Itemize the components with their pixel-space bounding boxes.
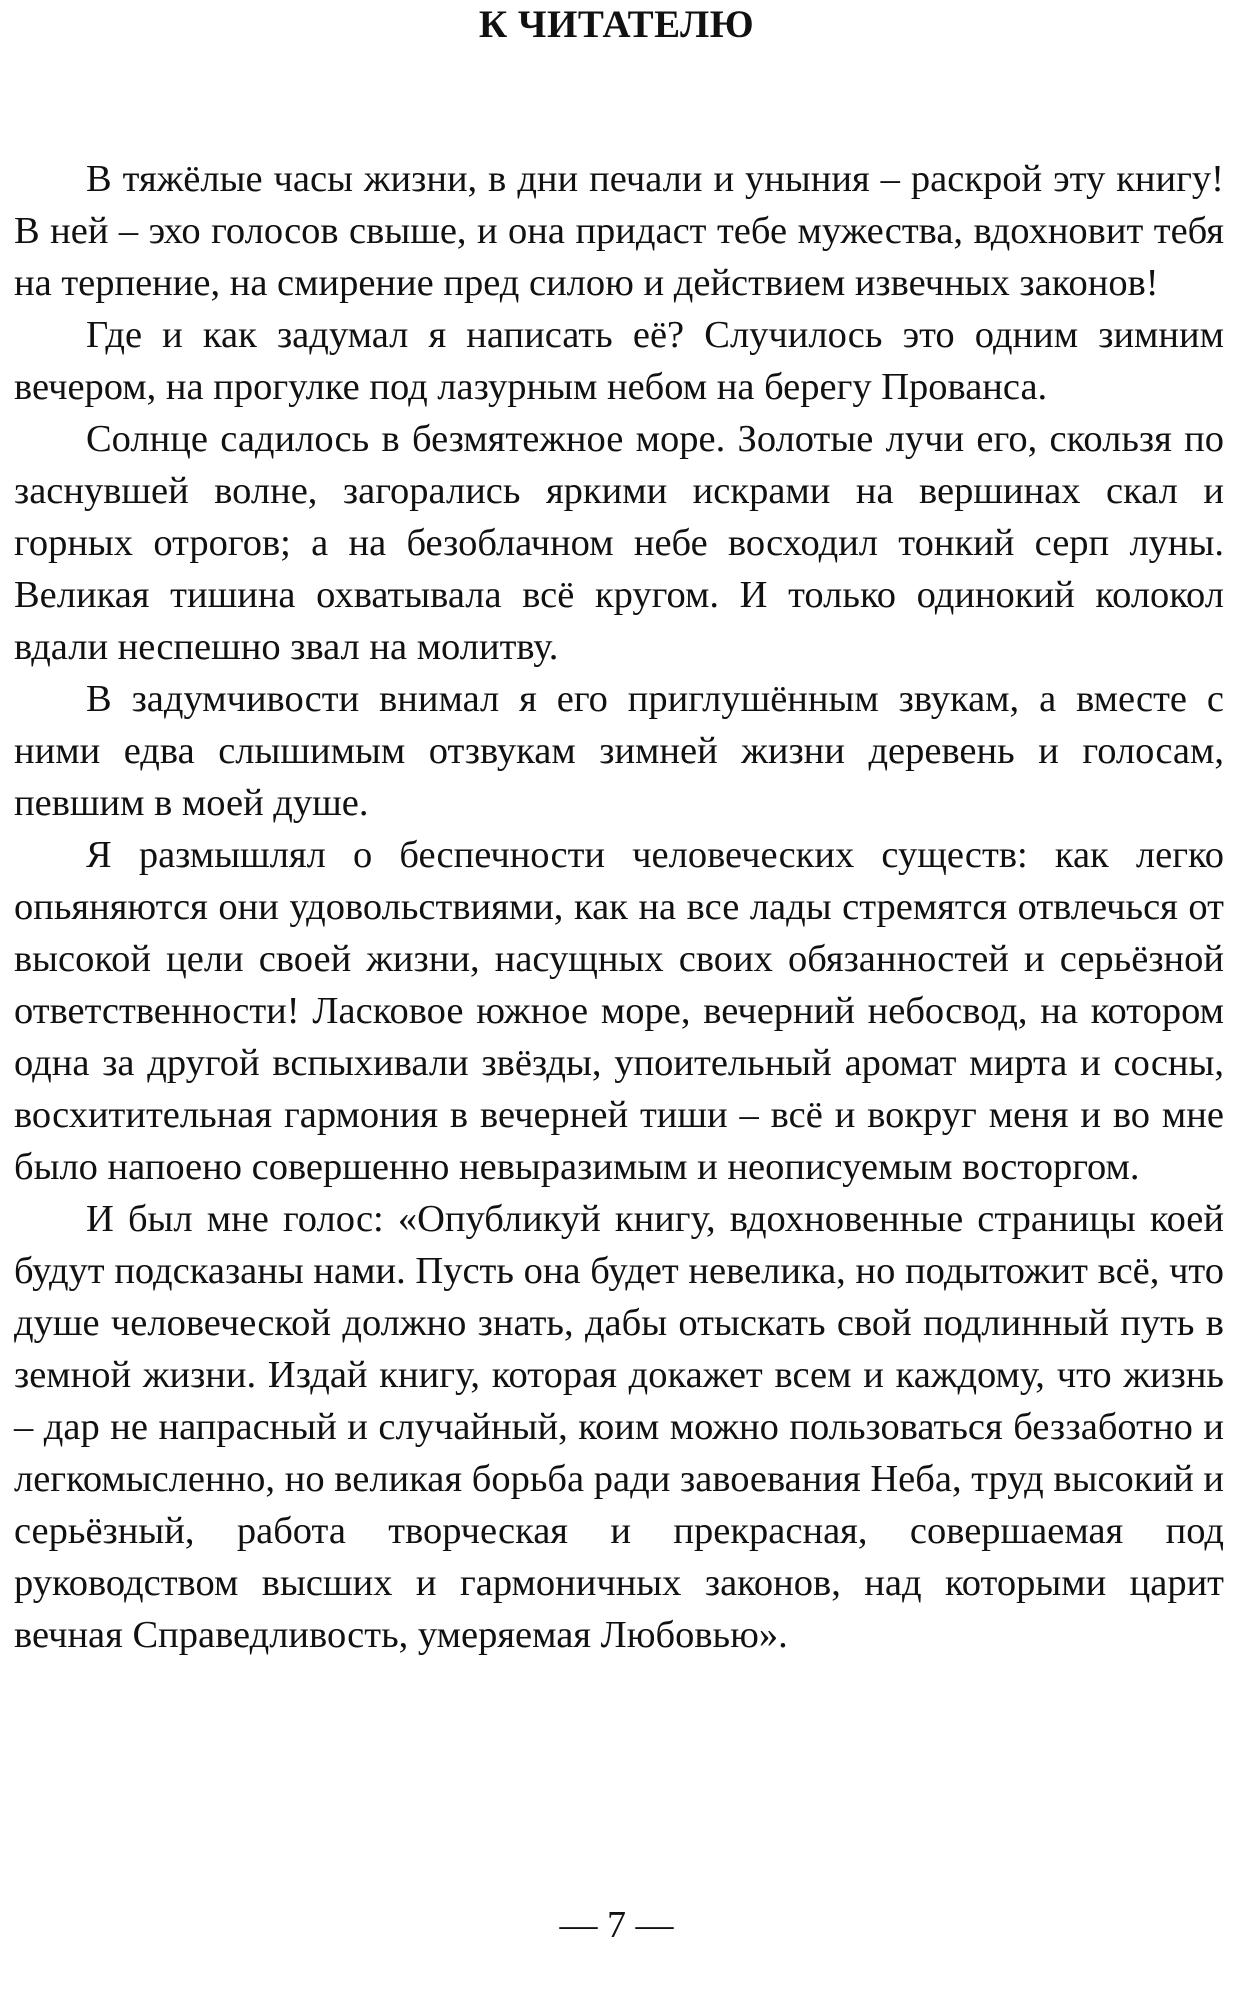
page-number: — 7 —: [559, 1904, 674, 1946]
paragraph-2: Где и как задумал я написать её? Случилось это одним зимним вечером, на прогулке под лазурным небом на берегу Прованса.: [14, 314, 1224, 408]
paragraph-3: Солнце садилось в безмятежное море. Золотые лучи его, скользя по заснувшей волне, загорались яркими искрами на вершинах скал и горных отрогов; а на безоблачном небе восходил тонкий серп луны. Великая тишина охватывала всё кругом. И только одинокий колокол вдали неспешно звал на молитву.: [14, 418, 1224, 668]
page-title: К ЧИТАТЕЛЮ: [478, 3, 755, 46]
paragraph-5: Я размышлял о беспечности человеческих существ: как легко опьяняются они удовольствиями, как на все лады стремятся отвлечься от высокой цели своей жизни, насущных своих обязанностей и серьёзной ответственности! Ласковое южное море, вечерний небосвод, на котором одна за другой вспыхивали звёзды, упоительный аромат мирта и сосны, восхитительная гармония в вечерней тиши – всё и вокруг меня и во мне было напоено совершенно невыразимым и неописуемым восторгом.: [14, 834, 1224, 1188]
paragraph-1: В тяжёлые часы жизни, в дни печали и уныния – раскрой эту книгу! В ней – эхо голосов свыше, и она придаст тебе мужества, вдохновит тебя на терпение, на смирение пред силою и действием извечных законов!: [14, 158, 1224, 304]
paragraph-4: В задумчивости внимал я его приглушённым звукам, а вместе с ними едва слышимым отзвукам зимней жизни деревень и голосам, певшим в моей душе.: [14, 678, 1224, 824]
body-text: [14, 153, 1224, 1661]
paragraph-6: И был мне голос: «Опубликуй книгу, вдохновенные страницы коей будут подсказаны нами. Пусть она будет невелика, но подытожит всё, что душе человеческой должно знать, дабы отыскать свой подлинный путь в земной жизни. Издай книгу, которая докажет всем и каждому, что жизнь – дар не напрасный и случайный, коим можно пользоваться беззаботно и легкомысленно, но великая борьба ради завоевания Неба, труд высокий и серьёзный, работа творческая и прекрасная, совершаемая под руководством высших и гармоничных законов, над которыми царит вечная Справедливость, умеряемая Любовью».: [14, 1198, 1224, 1656]
